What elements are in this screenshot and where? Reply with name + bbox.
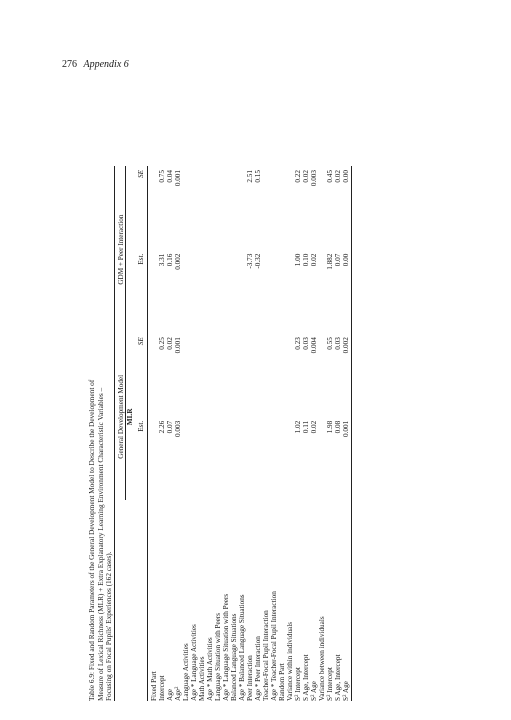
running-title: Appendix 6 — [83, 59, 129, 70]
row-label-text: Peer Interaction — [246, 655, 254, 701]
se-cell: 2.51 — [246, 170, 254, 183]
group-header-row — [115, 166, 126, 701]
table-row — [166, 166, 174, 701]
table-row — [278, 166, 286, 701]
est-cell — [246, 417, 254, 501]
table-row — [148, 166, 159, 701]
row-label-text: S — [294, 697, 302, 701]
se-cell — [190, 333, 198, 417]
row-label-text: Age * Teacher-Focal Pupil Interaction — [270, 591, 278, 701]
row-label — [222, 500, 230, 701]
row-label-text: Age * Balanced Language Situations — [238, 594, 246, 701]
est-cell — [182, 250, 190, 334]
est-cell: 0.08 — [334, 420, 342, 434]
table-row — [230, 166, 238, 701]
se-cell — [214, 333, 222, 417]
table-row — [286, 166, 294, 701]
est-cell: 1.882 — [326, 253, 334, 270]
se-cell: 0.75 — [158, 170, 166, 183]
row-label — [214, 500, 222, 701]
table-row — [262, 166, 270, 701]
table-row — [342, 166, 352, 701]
est-cell — [214, 417, 222, 501]
se-cell — [246, 333, 254, 417]
table-row — [182, 166, 190, 701]
row-label — [198, 500, 206, 701]
se-cell — [230, 166, 238, 250]
est-cell — [278, 417, 286, 501]
row-label-superscript: 2 — [311, 694, 316, 697]
row-label — [254, 500, 262, 701]
row-label — [302, 500, 310, 701]
se-cell — [214, 166, 222, 250]
se-cell: 0.02 — [302, 170, 310, 183]
row-label-suffix: Intercept — [294, 667, 302, 695]
row-label-text: S Age, Intercept — [334, 654, 342, 701]
table-row — [214, 166, 222, 701]
table-row — [318, 166, 326, 701]
se-cell — [238, 166, 246, 250]
row-label-text: Fixed Part — [150, 671, 158, 701]
est-cell: 2.26 — [158, 420, 166, 434]
row-label-text: Age * Math Activities — [206, 637, 214, 701]
row-label — [174, 500, 182, 701]
row-label-text: Variance within individuals — [286, 621, 294, 701]
table-row — [158, 166, 166, 701]
se-cell — [198, 333, 206, 417]
caption-line: Measure of Lexical Richness (MLR) + Extra Explanatory Learning Environment Characteristic Variables – — [95, 387, 105, 701]
se-cell — [198, 166, 206, 250]
se-cell: 0.02 — [166, 337, 174, 350]
table-row — [222, 166, 230, 701]
row-label-superscript: 2 — [175, 686, 180, 690]
est-cell: 1.02 — [294, 420, 302, 434]
table-row — [302, 166, 310, 701]
est-cell — [198, 417, 206, 501]
se-header: SE — [136, 333, 148, 417]
row-label-superscript: 2 — [327, 694, 332, 697]
se-cell — [222, 333, 230, 417]
est-cell — [198, 250, 206, 334]
page-header — [62, 59, 129, 71]
row-label — [270, 500, 278, 701]
est-cell — [148, 250, 159, 334]
table-row — [198, 166, 206, 701]
se-cell: 0.25 — [158, 337, 166, 350]
row-label-text: S — [310, 697, 318, 701]
est-cell — [318, 417, 326, 501]
se-cell: 0.23 — [294, 337, 302, 350]
row-label — [294, 500, 302, 701]
table-row — [294, 166, 302, 701]
est-cell — [238, 250, 246, 334]
row-label — [182, 500, 190, 701]
row-label — [158, 500, 166, 701]
row-label-text: S — [342, 697, 350, 701]
se-cell — [262, 333, 270, 417]
se-cell: 0.001 — [174, 337, 182, 354]
se-cell — [286, 333, 294, 417]
se-header: SE — [136, 166, 148, 250]
row-label — [190, 500, 198, 701]
se-cell — [148, 166, 159, 250]
se-cell: 0.003 — [310, 170, 318, 187]
se-cell: 0.03 — [334, 337, 342, 350]
se-cell — [270, 166, 278, 250]
row-label — [318, 500, 326, 701]
est-cell — [190, 250, 198, 334]
se-cell: 0.02 — [334, 170, 342, 183]
se-cell — [222, 166, 230, 250]
table-row — [206, 166, 214, 701]
row-label-suffix: Age — [310, 681, 318, 695]
est-cell: 0.07 — [166, 420, 174, 434]
row-label-text: Age * Language Situation with Peers — [222, 593, 230, 701]
est-cell — [206, 250, 214, 334]
row-label — [310, 500, 318, 701]
row-label-suffix: Age — [342, 681, 350, 695]
est-cell: -3.73 — [246, 253, 254, 269]
est-cell — [286, 417, 294, 501]
row-label — [148, 500, 159, 701]
table-row — [254, 166, 262, 701]
est-cell — [270, 250, 278, 334]
table-row — [238, 166, 246, 701]
row-label — [166, 500, 174, 701]
est-cell — [278, 250, 286, 334]
est-cell — [222, 250, 230, 334]
est-cell: 0.00 — [342, 250, 352, 334]
row-label — [334, 500, 342, 701]
row-label-text: Teacher-Focal Pupil Interaction — [262, 610, 270, 701]
est-cell: 3.31 — [158, 253, 166, 267]
est-cell: 0.001 — [342, 417, 352, 501]
column-header-row — [136, 166, 148, 701]
est-cell: 1.98 — [326, 420, 334, 434]
est-cell: 0.11 — [302, 420, 310, 434]
row-label-text: Age * Peer Interaction — [254, 636, 262, 701]
row-label — [326, 500, 334, 701]
table-row — [310, 166, 318, 701]
caption-line: Focusing on Focal Pupils' Experiences (162 cases). — [104, 551, 114, 701]
se-cell — [278, 333, 286, 417]
se-cell — [206, 166, 214, 250]
est-cell — [286, 250, 294, 334]
row-label-text: Language Situation with Peers — [214, 612, 222, 701]
est-cell — [214, 250, 222, 334]
se-cell — [206, 333, 214, 417]
row-label-text: Balanced Language Situations — [230, 613, 238, 701]
table-caption — [88, 166, 114, 701]
se-cell — [318, 166, 326, 250]
se-cell: 0.03 — [302, 337, 310, 350]
se-cell — [190, 166, 198, 250]
row-label-text: Language Activities — [182, 643, 190, 701]
est-cell — [254, 417, 262, 501]
page-number: 276 — [62, 59, 77, 70]
se-cell — [182, 166, 190, 250]
est-cell — [238, 417, 246, 501]
est-header: Est. — [136, 250, 148, 334]
table-row — [246, 166, 254, 701]
parameters-table — [114, 166, 352, 701]
row-label — [262, 500, 270, 701]
rotated-table-container — [88, 166, 358, 701]
se-cell — [278, 166, 286, 250]
est-cell — [230, 417, 238, 501]
est-cell: 0.02 — [310, 253, 318, 267]
row-label-text: S — [326, 697, 334, 701]
se-cell: 0.001 — [174, 170, 182, 187]
se-cell: 0.002 — [342, 333, 352, 417]
se-cell — [254, 333, 262, 417]
est-cell: 0.002 — [174, 253, 182, 270]
est-cell: -0.32 — [254, 253, 262, 269]
gdm-peer-header: GDM + Peer Interaction — [115, 166, 126, 333]
se-cell — [238, 333, 246, 417]
row-label-text: Math Activities — [198, 656, 206, 701]
row-label-superscript: 2 — [343, 694, 348, 697]
row-label-text: Variance between individuals — [318, 616, 326, 701]
se-cell: 0.22 — [294, 170, 302, 183]
est-cell — [190, 417, 198, 501]
se-cell — [318, 333, 326, 417]
se-cell — [262, 166, 270, 250]
caption-line: Table 6.9: Fixed and Random Parameters of the General Development Model to Describe the Development of — [87, 379, 96, 701]
row-label — [278, 500, 286, 701]
se-cell — [230, 333, 238, 417]
se-cell — [270, 333, 278, 417]
row-label-text: Age — [174, 689, 182, 701]
se-cell — [148, 333, 159, 417]
est-cell — [262, 417, 270, 501]
est-cell: 1.00 — [294, 253, 302, 267]
row-label — [342, 500, 352, 701]
row-label-suffix: Intercept — [326, 667, 334, 695]
table-row — [270, 166, 278, 701]
est-header: Est. — [136, 417, 148, 501]
table-body — [148, 166, 352, 701]
est-cell — [270, 417, 278, 501]
row-label-text: Random Part — [278, 663, 286, 701]
est-cell: 0.10 — [302, 253, 310, 267]
table-row — [174, 166, 182, 701]
se-cell: 0.00 — [342, 166, 352, 250]
est-cell — [206, 417, 214, 501]
row-label — [230, 500, 238, 701]
general-model-header: General Development Model — [115, 333, 126, 500]
subgroup-header-row — [126, 166, 137, 701]
row-label-text: S Age, Intercept — [302, 654, 310, 701]
se-cell: 0.04 — [166, 170, 174, 183]
se-cell: 0.45 — [326, 170, 334, 183]
blank-header — [115, 500, 126, 701]
se-cell: 0.004 — [310, 337, 318, 354]
se-cell: 0.15 — [254, 170, 262, 183]
row-label — [206, 500, 214, 701]
est-cell — [318, 250, 326, 334]
est-cell — [182, 417, 190, 501]
row-label-text: Intercept — [158, 675, 166, 701]
row-label-superscript: 2 — [295, 694, 300, 697]
est-cell: 0.07 — [334, 253, 342, 267]
mlr-subheader: MLR — [126, 408, 134, 426]
se-cell — [182, 333, 190, 417]
se-cell: 0.55 — [326, 337, 334, 350]
est-cell: 0.003 — [174, 420, 182, 437]
row-label-text: Age * Language Activities — [190, 624, 198, 701]
se-cell — [286, 166, 294, 250]
table-row — [326, 166, 334, 701]
table-row — [334, 166, 342, 701]
row-label — [246, 500, 254, 701]
row-label — [238, 500, 246, 701]
est-cell: 0.02 — [310, 420, 318, 434]
table-row — [190, 166, 198, 701]
est-cell — [262, 250, 270, 334]
est-cell: 0.16 — [166, 253, 174, 267]
est-cell — [230, 250, 238, 334]
est-cell — [222, 417, 230, 501]
row-label-text: Age — [166, 689, 174, 701]
est-cell — [148, 417, 159, 501]
row-label — [286, 500, 294, 701]
